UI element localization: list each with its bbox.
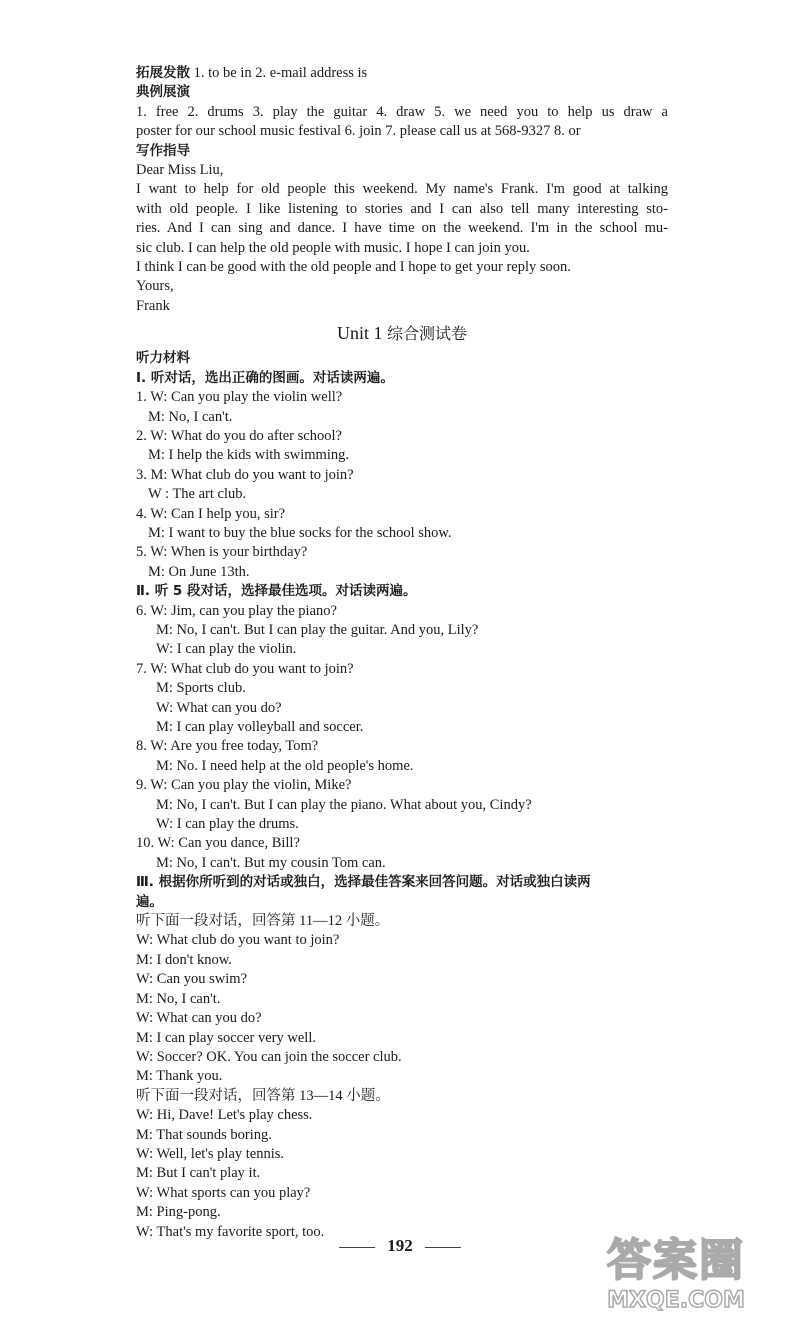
dialogue-line: M: I help the kids with swimming.	[148, 447, 349, 464]
dialogue-line: M: Ping-pong.	[136, 1204, 221, 1221]
dialogue-line: W: What club do you want to join?	[136, 932, 340, 949]
dianli-label: 典例展演	[136, 84, 190, 101]
dialogue-line: W: Can you swim?	[136, 971, 248, 988]
section-3-intro-b: 听下面一段对话，回答第 13—14 小题。	[136, 1087, 390, 1104]
tuozhan-line	[136, 64, 668, 83]
listening-label: 听力材料	[136, 350, 190, 367]
watermark-logo: 答案圈	[607, 1235, 745, 1286]
dialogue-line: M: No, I can't. But I can play the piano. What about you, Cindy?	[156, 796, 532, 813]
tuozhan-label: 拓展发散	[136, 65, 190, 81]
dialogue-line: W: I can play the violin.	[156, 641, 297, 658]
dialogue-line: M: Thank you.	[136, 1068, 223, 1085]
section-3-intro-a: 听下面一段对话，回答第 11—12 小题。	[136, 913, 390, 930]
dialogue-line: 1. W: Can you play the violin well?	[136, 389, 343, 406]
dialogue-line: M: No, I can't.	[148, 408, 233, 425]
dialogue-line: W : The art club.	[148, 486, 247, 503]
dialogue-line: 5. W: When is your birthday?	[136, 544, 308, 561]
dialogue-line: W: What can you do?	[156, 699, 282, 716]
letter-line: I want to help for old people this weekend. My name's Frank. I'm good at talking	[136, 181, 668, 198]
watermark	[586, 1224, 766, 1316]
dialogue-line: W: Hi, Dave! Let's play chess.	[136, 1107, 313, 1124]
letter-line: ries. And I can sing and dance. I have time on the weekend. I'm in the school mu-	[136, 220, 668, 237]
dialogue-line: M: Sports club.	[156, 680, 246, 697]
dialogue-line: M: No, I can't. But I can play the guitar. And you, Lily?	[156, 621, 479, 638]
unit-title-zh: 综合测试卷	[387, 324, 468, 344]
dialogue-line: M: I can play volleyball and soccer.	[156, 719, 364, 735]
dialogue-line: M: That sounds boring.	[136, 1126, 272, 1143]
dialogue-line: W: Well, let's play tennis.	[136, 1145, 285, 1162]
tuozhan-text: 1. to be in 2. e-mail address is	[193, 65, 368, 81]
letter-line: with old people. I like listening to stories and I can also tell many interesting sto-	[136, 200, 668, 217]
dialogue-line: M: I want to buy the blue socks for the school show.	[148, 524, 452, 541]
section-3-heading: Ⅲ. 根据你所听到的对话或独白，选择最佳答案来回答问题。对话或独白读两	[136, 874, 591, 891]
xiezuo-label: 写作指导	[136, 142, 190, 159]
watermark-url: MXQE.COM	[607, 1288, 745, 1313]
letter-closing: Yours,	[136, 278, 174, 295]
dialogue-line: 3. M: What club do you want to join?	[136, 466, 354, 483]
dialogue-line: M: On June 13th.	[148, 563, 250, 580]
dialogue-line: 9. W: Can you play the violin, Mike?	[136, 777, 352, 794]
dialogue-line: M: No, I can't.	[136, 990, 221, 1007]
dialogue-line: M: I don't know.	[136, 951, 232, 968]
dialogue-line: W: What can you do?	[136, 1010, 262, 1027]
dialogue-line: M: No, I can't. But my cousin Tom can.	[156, 854, 386, 871]
dialogue-line: 2. W: What do you do after school?	[136, 427, 342, 444]
section-1-heading: Ⅰ. 听对话，选出正确的图画。对话读两遍。	[136, 369, 394, 386]
unit-title-en: Unit 1	[336, 323, 383, 344]
dialogue-line: M: But I can't play it.	[136, 1165, 261, 1182]
dialogue-line: M: I can play soccer very well.	[136, 1029, 316, 1046]
dialogue-line: 4. W: Can I help you, sir?	[136, 505, 286, 522]
dialogue-line: W: Soccer? OK. You can join the soccer club.	[136, 1048, 402, 1065]
section-2-heading: Ⅱ. 听 5 段对话，选择最佳选项。对话读两遍。	[136, 583, 417, 600]
letter-line: I think I can be good with the old people and I hope to get your reply soon.	[136, 259, 571, 276]
letter-line: sic club. I can help the old people with music. I hope I can join you.	[136, 239, 530, 256]
dialogue-line: W: What sports can you play?	[136, 1184, 311, 1201]
dialogue-line: 10. W: Can you dance, Bill?	[136, 835, 300, 852]
section-3-heading-cont: 遍。	[136, 893, 163, 910]
dianli-line-2: poster for our school music festival 6. join 7. please call us at 568-9327 8. or	[136, 123, 581, 140]
page-number-dash-right	[425, 1247, 461, 1248]
dialogue-line: 8. W: Are you free today, Tom?	[136, 738, 319, 755]
letter-greeting: Dear Miss Liu,	[136, 162, 224, 179]
dialogue-line: W: That's my favorite sport, too.	[136, 1223, 325, 1240]
letter-signature: Frank	[136, 297, 170, 314]
dialogue-line: 7. W: What club do you want to join?	[136, 660, 354, 677]
page-number-value: 192	[387, 1236, 413, 1255]
dialogue-line: M: No. I need help at the old people's home.	[156, 757, 414, 774]
unit-title	[136, 320, 668, 347]
page-number-dash-left	[339, 1247, 375, 1248]
page-content	[136, 64, 668, 1242]
dianli-line-1: 1. free 2. drums 3. play the guitar 4. draw 5. we need you to help us draw a	[136, 103, 668, 120]
dialogue-line: 6. W: Jim, can you play the piano?	[136, 602, 337, 619]
dialogue-line: W: I can play the drums.	[156, 816, 299, 833]
